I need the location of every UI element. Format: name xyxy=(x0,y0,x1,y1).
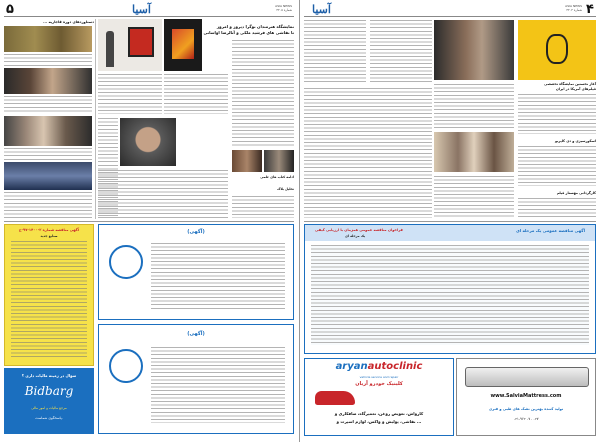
text-column xyxy=(518,198,596,218)
mattress-url: www.SalviaMattress.com xyxy=(490,393,562,399)
article-headline-books: ادامه کتاب های علمی xyxy=(260,175,294,179)
painting xyxy=(172,29,194,59)
text-column xyxy=(304,88,432,218)
article-headline-director: کارگردانی مهستار فیلم xyxy=(556,191,596,195)
bidbarg-ad xyxy=(4,368,94,434)
bidbarg-reply: پاسخگوی شماست. xyxy=(35,416,63,420)
text-column xyxy=(518,146,596,186)
ad-title: (آگهی) xyxy=(187,331,205,337)
ad-subtitle-2: یک مرحله ای xyxy=(345,234,366,238)
bidbarg-question: سوال در زمینه مالیات داری ؟ xyxy=(21,373,77,378)
right-page-meta: ASIA NEWS شماره ۴۳۰۴ xyxy=(565,4,582,12)
ad-title: (آگهی) xyxy=(187,229,205,235)
article-headline-scorsese: اسکورسیزی و دی کاپریو xyxy=(554,139,596,143)
right-page-header xyxy=(304,3,596,17)
ad-title: آگهی مناقصه شماره ۲-۱۴۰۰-۹۷-ح xyxy=(18,228,80,232)
official-notice-ad-2 xyxy=(98,324,294,434)
text-column xyxy=(370,20,432,84)
photo-scorsese-dicaprio xyxy=(434,132,514,172)
left-page-header xyxy=(4,3,294,17)
ad-title: آگهی مناقصه عمومی یک مرحله ای xyxy=(516,228,585,233)
photo-cast xyxy=(4,116,92,146)
photo-painting-dark xyxy=(164,19,202,71)
ad-table xyxy=(311,245,589,345)
page-fold xyxy=(299,0,300,442)
text-column xyxy=(164,74,228,114)
text-column xyxy=(4,96,92,114)
article-headline-photo-soldiers: دستاوردهای دوره قاجاریه ... xyxy=(43,20,94,24)
text-column xyxy=(232,196,294,218)
photo-conference xyxy=(4,162,92,190)
autoclinic-subtitle: vehicle service and repair xyxy=(359,375,399,379)
aryan-autoclinic-ad xyxy=(304,358,454,436)
anchor-emblem-icon xyxy=(109,349,143,383)
ad-body-text xyxy=(11,241,87,357)
article-headline-exhibition: نمایشگاه هنرمندان نوگرا دیروز و امروز تا نقاشی های فرشید ملکی و آنالرضا اواسانی xyxy=(203,24,294,35)
text-column xyxy=(518,94,596,134)
photo-film-poster xyxy=(518,20,596,80)
photo-soldiers xyxy=(4,26,92,52)
autoclinic-desc-2: نقاشی، پولیش و واکس، لوازم اسپرت و ... xyxy=(336,419,422,424)
mattress-phone: ۰۲۱-۹۶۲ ۰۷۰ ۰۲۷ xyxy=(513,417,539,421)
text-column xyxy=(4,148,92,160)
tender-ad-blue xyxy=(304,224,596,354)
autoclinic-fa-title: کلینیک خودرو آریان xyxy=(355,381,403,387)
photo-gallery xyxy=(98,19,162,71)
photo-group xyxy=(4,68,92,94)
right-page-brand: آسیا xyxy=(312,3,331,16)
photo-portrait-man xyxy=(120,118,176,166)
anchor-emblem-icon xyxy=(109,245,143,279)
photo-man-books xyxy=(232,150,262,172)
text-column xyxy=(4,54,92,66)
mattress-image xyxy=(465,367,589,387)
poster-icon xyxy=(546,34,568,64)
section-divider xyxy=(304,221,596,222)
ad-subtitle: صنایع جدید xyxy=(40,234,58,238)
autoclinic-logo: aryanautoclinic xyxy=(335,361,423,372)
bidbarg-subtitle: مرجع مالیات و امور مالی xyxy=(31,406,67,410)
left-page-brand: آسیا xyxy=(132,3,151,16)
car-icon xyxy=(315,391,355,405)
official-notice-ad-1 xyxy=(98,224,294,320)
tender-notice-ad xyxy=(4,224,94,366)
text-column xyxy=(98,74,162,114)
text-column xyxy=(4,192,92,218)
text-column xyxy=(98,170,228,218)
ad-body-text xyxy=(151,347,285,423)
left-page-meta: ASIA NEWS شماره ۴۳۰۵ xyxy=(275,4,292,12)
text-column xyxy=(434,176,514,218)
column-divider xyxy=(95,19,96,219)
mattress-title: تولید کننده بهترین تشک های طبی و فنری xyxy=(488,407,564,411)
right-page-number: ۴ xyxy=(586,2,594,17)
text-column xyxy=(232,40,294,146)
text-column xyxy=(304,20,366,84)
salvia-mattress-ad xyxy=(456,358,596,436)
article-headline-block: تحلیل بلاک xyxy=(277,187,294,191)
section-divider xyxy=(4,221,294,222)
ad-body-text xyxy=(151,243,285,309)
bidbarg-logo: Bidbarg xyxy=(24,384,74,398)
left-page-number: ۵ xyxy=(6,2,14,17)
photo-group-small xyxy=(264,150,294,172)
autoclinic-desc: کارواش، تعویض روغن، تعمیرگاه، صافکاری و xyxy=(334,411,424,416)
painting xyxy=(128,27,154,57)
text-column xyxy=(434,84,514,130)
article-headline-film-exhibition: آغاز نخستین نمایشگاه تخصصی فیلم‌های آمریکا در ایران xyxy=(544,82,596,91)
visitor-figure xyxy=(106,31,114,67)
photo-actor xyxy=(434,20,514,80)
ad-subtitle: فراخوان مناقصه عمومی همزمان با ارزیابی کیفی xyxy=(315,228,403,232)
